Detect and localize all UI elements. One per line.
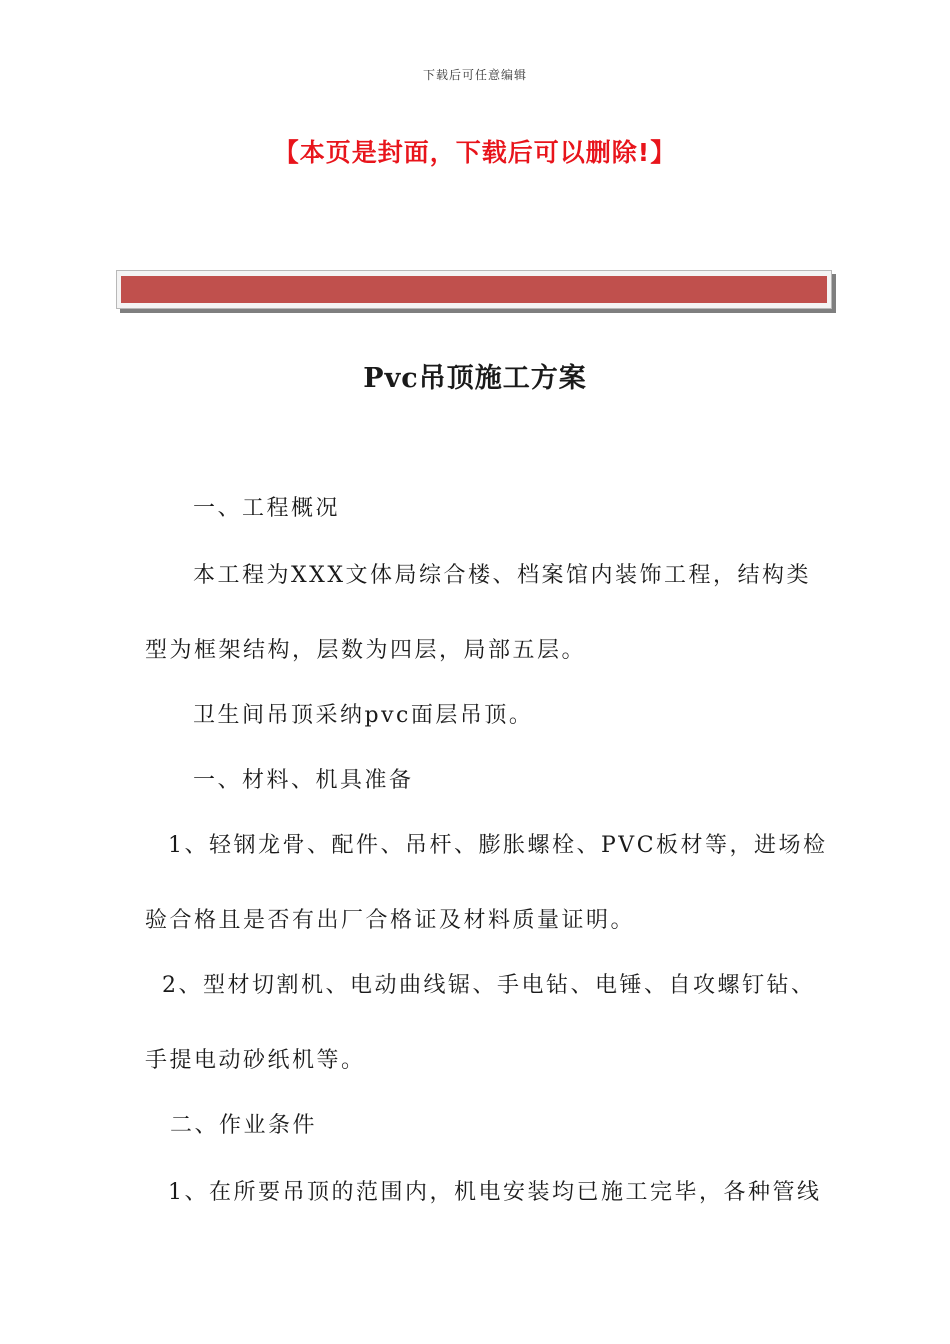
section-heading-overview: 一、工程概况 [193, 496, 341, 521]
paragraph-line: 卫生间吊顶采纳pvc面层吊顶。 [193, 703, 534, 728]
header-note: 下载后可任意编辑 [422, 68, 527, 82]
section-heading-materials: 一、材料、机具准备 [193, 768, 414, 793]
document-title: Pvc吊顶施工方案 [363, 363, 587, 394]
list-item-line: 验合格且是否有出厂合格证及材料质量证明。 [145, 908, 636, 933]
list-item-line: 1、轻钢龙骨、配件、吊杆、膨胀螺栓、PVC板材等，进场检 [168, 833, 828, 858]
decorative-banner [116, 270, 832, 309]
paragraph-line: 型为框架结构，层数为四层，局部五层。 [145, 638, 587, 663]
list-item-line: 手提电动砂纸机等。 [145, 1048, 366, 1073]
list-item-line: 2、型材切割机、电动曲线锯、手电钻、电锤、自攻螺钉钻、 [162, 973, 816, 998]
cover-notice: 【本页是封面，下载后可以删除!】 [273, 138, 677, 167]
section-heading-conditions: 二、作业条件 [170, 1113, 318, 1138]
banner-fill [121, 276, 827, 303]
list-item-line: 1、在所要吊顶的范围内，机电安装均已施工完毕，各种管线 [168, 1180, 822, 1205]
paragraph-line: 本工程为XXX文体局综合楼、档案馆内装饰工程，结构类 [193, 563, 811, 588]
